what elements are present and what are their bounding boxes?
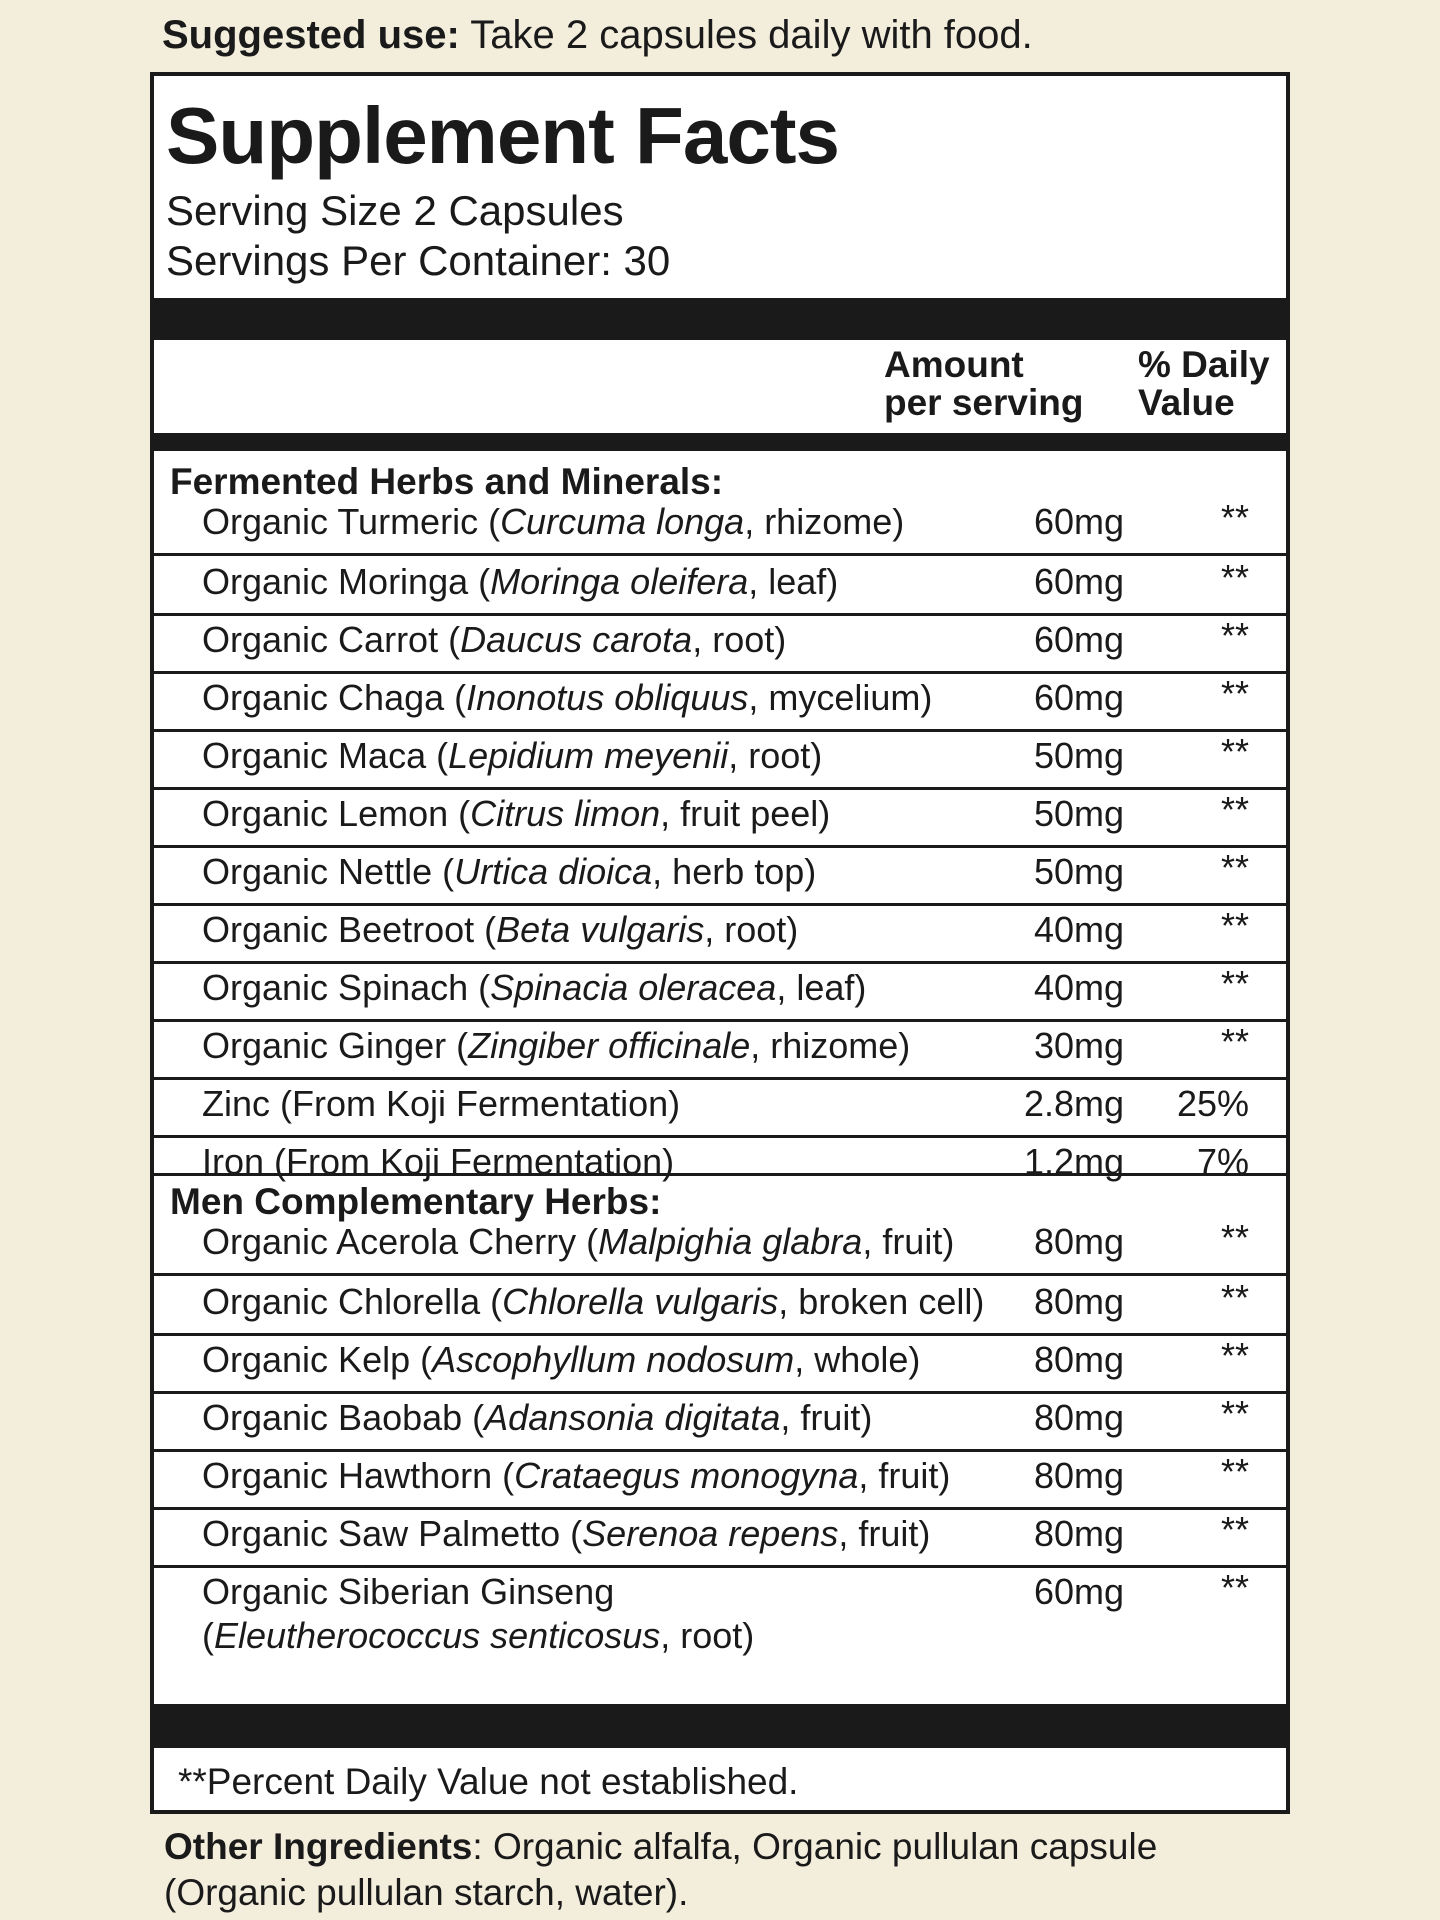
ingredient-part: , leaf) (748, 561, 839, 602)
ingredient-amount: 60mg (1033, 561, 1124, 602)
ingredient-daily-value: ** (1220, 1021, 1249, 1062)
ingredient-latin-name: Curcuma longa (500, 501, 745, 542)
ingredient-daily-value: ** (1220, 1393, 1249, 1434)
daily-value-header-line2: Value (1138, 382, 1235, 423)
ingredient-daily-value: ** (1220, 1567, 1249, 1608)
ingredient-latin-name: Serenoa repens (582, 1513, 839, 1554)
table-row (154, 1080, 1286, 1138)
ingredient-latin-name: Moringa oleifera (490, 561, 749, 602)
ingredient-daily-value: ** (1220, 1277, 1249, 1318)
ingredient-name (202, 1220, 954, 1264)
suggested-use-label: Suggested use: (162, 13, 460, 57)
ingredient-name (202, 1024, 910, 1068)
ingredient-common-name: Organic Siberian Ginseng (202, 1571, 615, 1612)
ingredient-common-name: Organic Baobab ( (202, 1397, 485, 1438)
ingredient-latin-name: Eleutherococcus senticosus (214, 1615, 661, 1656)
thick-divider-bottom (154, 1704, 1286, 1748)
ingredient-part: , fruit) (780, 1397, 873, 1438)
ingredient-part: , root) (728, 735, 823, 776)
other-ingredients (164, 1824, 1294, 1916)
daily-value-header-line1: % Daily (1138, 344, 1270, 385)
ingredient-part: , whole) (794, 1339, 921, 1380)
ingredient-common-name: Organic Maca ( (202, 735, 449, 776)
table-row (154, 1218, 1286, 1276)
ingredient-daily-value: ** (1220, 847, 1249, 888)
ingredient-common-name: Organic Saw Palmetto ( (202, 1513, 583, 1554)
ingredient-name (202, 966, 866, 1010)
ingredient-part: , fruit) (862, 1221, 955, 1262)
ingredient-part: , broken cell) (778, 1281, 985, 1322)
ingredient-part: , mycelium) (748, 677, 933, 718)
ingredient-latin-name: Zingiber officinale (468, 1025, 751, 1066)
table-row (154, 1278, 1286, 1336)
ingredient-common-name: Organic Acerola Cherry ( (202, 1221, 599, 1262)
ingredient-name (202, 1512, 930, 1556)
ingredient-name (202, 1454, 950, 1498)
ingredient-part: , fruit peel) (660, 793, 831, 834)
table-row (154, 1022, 1286, 1080)
other-ingredients-text: : Organic alfalfa, Organic pullulan capsule (Organic pullulan starch, water). (164, 1826, 1158, 1913)
ingredient-name-line2: ( (202, 1615, 214, 1656)
ingredient-amount: 40mg (1033, 967, 1124, 1008)
table-row (154, 790, 1286, 848)
other-ingredients-label: Other Ingredients (164, 1826, 473, 1867)
ingredient-common-name: Organic Nettle ( (202, 851, 455, 892)
ingredient-common-name: Organic Ginger ( (202, 1025, 469, 1066)
table-row (154, 674, 1286, 732)
ingredient-amount: 50mg (1033, 851, 1124, 892)
table-row (154, 1138, 1286, 1182)
ingredient-latin-name: Urtica dioica (454, 851, 653, 892)
ingredient-latin-name: Crataegus monogyna (514, 1455, 859, 1496)
ingredient-daily-value: ** (1220, 1509, 1249, 1550)
ingredient-common-name: Iron (From Koji Fermentation) (202, 1141, 675, 1182)
ingredient-amount: 1.2mg (1023, 1141, 1124, 1182)
ingredient-name (202, 1082, 680, 1126)
ingredient-part: , rhizome) (750, 1025, 911, 1066)
ingredient-amount: 50mg (1033, 735, 1124, 776)
daily-value-header (1138, 346, 1270, 422)
amount-header-line1: Amount (884, 344, 1024, 385)
ingredient-name (202, 500, 904, 544)
ingredient-common-name: Organic Spinach ( (202, 967, 491, 1008)
ingredient-daily-value: ** (1220, 1335, 1249, 1376)
ingredient-name (202, 734, 822, 778)
table-row (154, 1568, 1286, 1701)
ingredient-name (202, 850, 816, 894)
ingredient-part: , fruit) (858, 1455, 951, 1496)
table-row (154, 906, 1286, 964)
ingredient-name (202, 1280, 984, 1324)
ingredient-latin-name: Ascophyllum nodosum (432, 1339, 795, 1380)
ingredient-amount: 60mg (1033, 619, 1124, 660)
ingredient-part: , root) (692, 619, 787, 660)
ingredient-daily-value: ** (1220, 497, 1249, 538)
ingredient-name (202, 908, 798, 952)
ingredient-name (202, 1570, 754, 1658)
ingredient-common-name: Organic Beetroot ( (202, 909, 497, 950)
amount-header-line2: per serving (884, 382, 1084, 423)
ingredient-common-name: Organic Chlorella ( (202, 1281, 503, 1322)
ingredient-daily-value: ** (1220, 557, 1249, 598)
ingredient-name (202, 792, 830, 836)
ingredient-latin-name: Daucus carota (460, 619, 693, 660)
ingredient-part: , herb top) (652, 851, 817, 892)
ingredient-amount: 60mg (1033, 501, 1124, 542)
ingredient-common-name: Zinc (From Koji Fermentation) (202, 1083, 681, 1124)
amount-header (884, 346, 1083, 422)
ingredient-amount: 80mg (1033, 1221, 1124, 1262)
ingredient-part: , fruit) (838, 1513, 931, 1554)
ingredient-name (202, 676, 932, 720)
table-row (154, 1394, 1286, 1452)
table-row (154, 848, 1286, 906)
ingredient-amount: 2.8mg (1023, 1083, 1124, 1124)
ingredient-daily-value: ** (1220, 1451, 1249, 1492)
ingredient-latin-name: Adansonia digitata (484, 1397, 781, 1438)
footnote: **Percent Daily Value not established. (178, 1761, 799, 1802)
ingredient-name (202, 618, 786, 662)
ingredient-daily-value: ** (1220, 673, 1249, 714)
ingredient-common-name: Organic Lemon ( (202, 793, 471, 834)
ingredient-common-name: Organic Turmeric ( (202, 501, 501, 542)
ingredient-latin-name: Inonotus obliquus (466, 677, 749, 718)
ingredient-part: , root) (660, 1615, 755, 1656)
ingredient-latin-name: Citrus limon (470, 793, 661, 834)
ingredient-amount: 80mg (1033, 1455, 1124, 1496)
ingredient-daily-value: ** (1220, 615, 1249, 656)
ingredient-daily-value: ** (1220, 905, 1249, 946)
ingredient-common-name: Organic Chaga ( (202, 677, 467, 718)
table-row (154, 1452, 1286, 1510)
ingredient-amount: 30mg (1033, 1025, 1124, 1066)
ingredient-common-name: Organic Kelp ( (202, 1339, 433, 1380)
table-row (154, 964, 1286, 1022)
ingredient-common-name: Organic Moringa ( (202, 561, 491, 602)
table-row (154, 1336, 1286, 1394)
ingredient-daily-value: ** (1220, 731, 1249, 772)
ingredient-amount: 60mg (1033, 1571, 1124, 1612)
ingredient-name (202, 560, 838, 604)
servings-per-container: Servings Per Container: 30 (166, 237, 671, 284)
ingredient-part: , leaf) (776, 967, 867, 1008)
thick-divider-header (154, 433, 1286, 451)
section-title-men: Men Complementary Herbs: (170, 1181, 662, 1222)
ingredient-daily-value: ** (1220, 1217, 1249, 1258)
serving-size: Serving Size 2 Capsules (166, 187, 624, 234)
ingredient-amount: 80mg (1033, 1281, 1124, 1322)
ingredient-latin-name: Lepidium meyenii (448, 735, 729, 776)
ingredient-daily-value: ** (1220, 789, 1249, 830)
ingredient-common-name: Organic Carrot ( (202, 619, 461, 660)
suggested-use (162, 12, 1033, 58)
supplement-facts-panel (150, 72, 1290, 1814)
ingredient-part: , root) (704, 909, 799, 950)
table-row (154, 498, 1286, 556)
ingredient-latin-name: Chlorella vulgaris (502, 1281, 779, 1322)
ingredient-amount: 80mg (1033, 1513, 1124, 1554)
table-row (154, 558, 1286, 616)
ingredient-daily-value: ** (1220, 963, 1249, 1004)
ingredient-latin-name: Malpighia glabra (598, 1221, 863, 1262)
ingredient-common-name: Organic Hawthorn ( (202, 1455, 515, 1496)
section-title-fermented: Fermented Herbs and Minerals: (170, 461, 724, 502)
ingredient-amount: 50mg (1033, 793, 1124, 834)
table-row (154, 616, 1286, 674)
ingredient-daily-value: 7% (1196, 1141, 1249, 1182)
ingredient-amount: 80mg (1033, 1339, 1124, 1380)
suggested-use-text: Take 2 capsules daily with food. (459, 13, 1033, 57)
ingredient-name (202, 1140, 674, 1184)
ingredient-latin-name: Spinacia oleracea (490, 967, 777, 1008)
ingredient-amount: 40mg (1033, 909, 1124, 950)
ingredient-latin-name: Beta vulgaris (496, 909, 705, 950)
ingredient-daily-value: 25% (1176, 1083, 1249, 1124)
ingredient-amount: 80mg (1033, 1397, 1124, 1438)
table-row (154, 1510, 1286, 1568)
panel-title: Supplement Facts (166, 91, 840, 180)
ingredient-part: , rhizome) (744, 501, 905, 542)
ingredient-amount: 60mg (1033, 677, 1124, 718)
ingredient-name (202, 1338, 920, 1382)
thick-divider-top (154, 298, 1286, 340)
table-row (154, 732, 1286, 790)
ingredient-name (202, 1396, 872, 1440)
serving-info (166, 186, 670, 286)
